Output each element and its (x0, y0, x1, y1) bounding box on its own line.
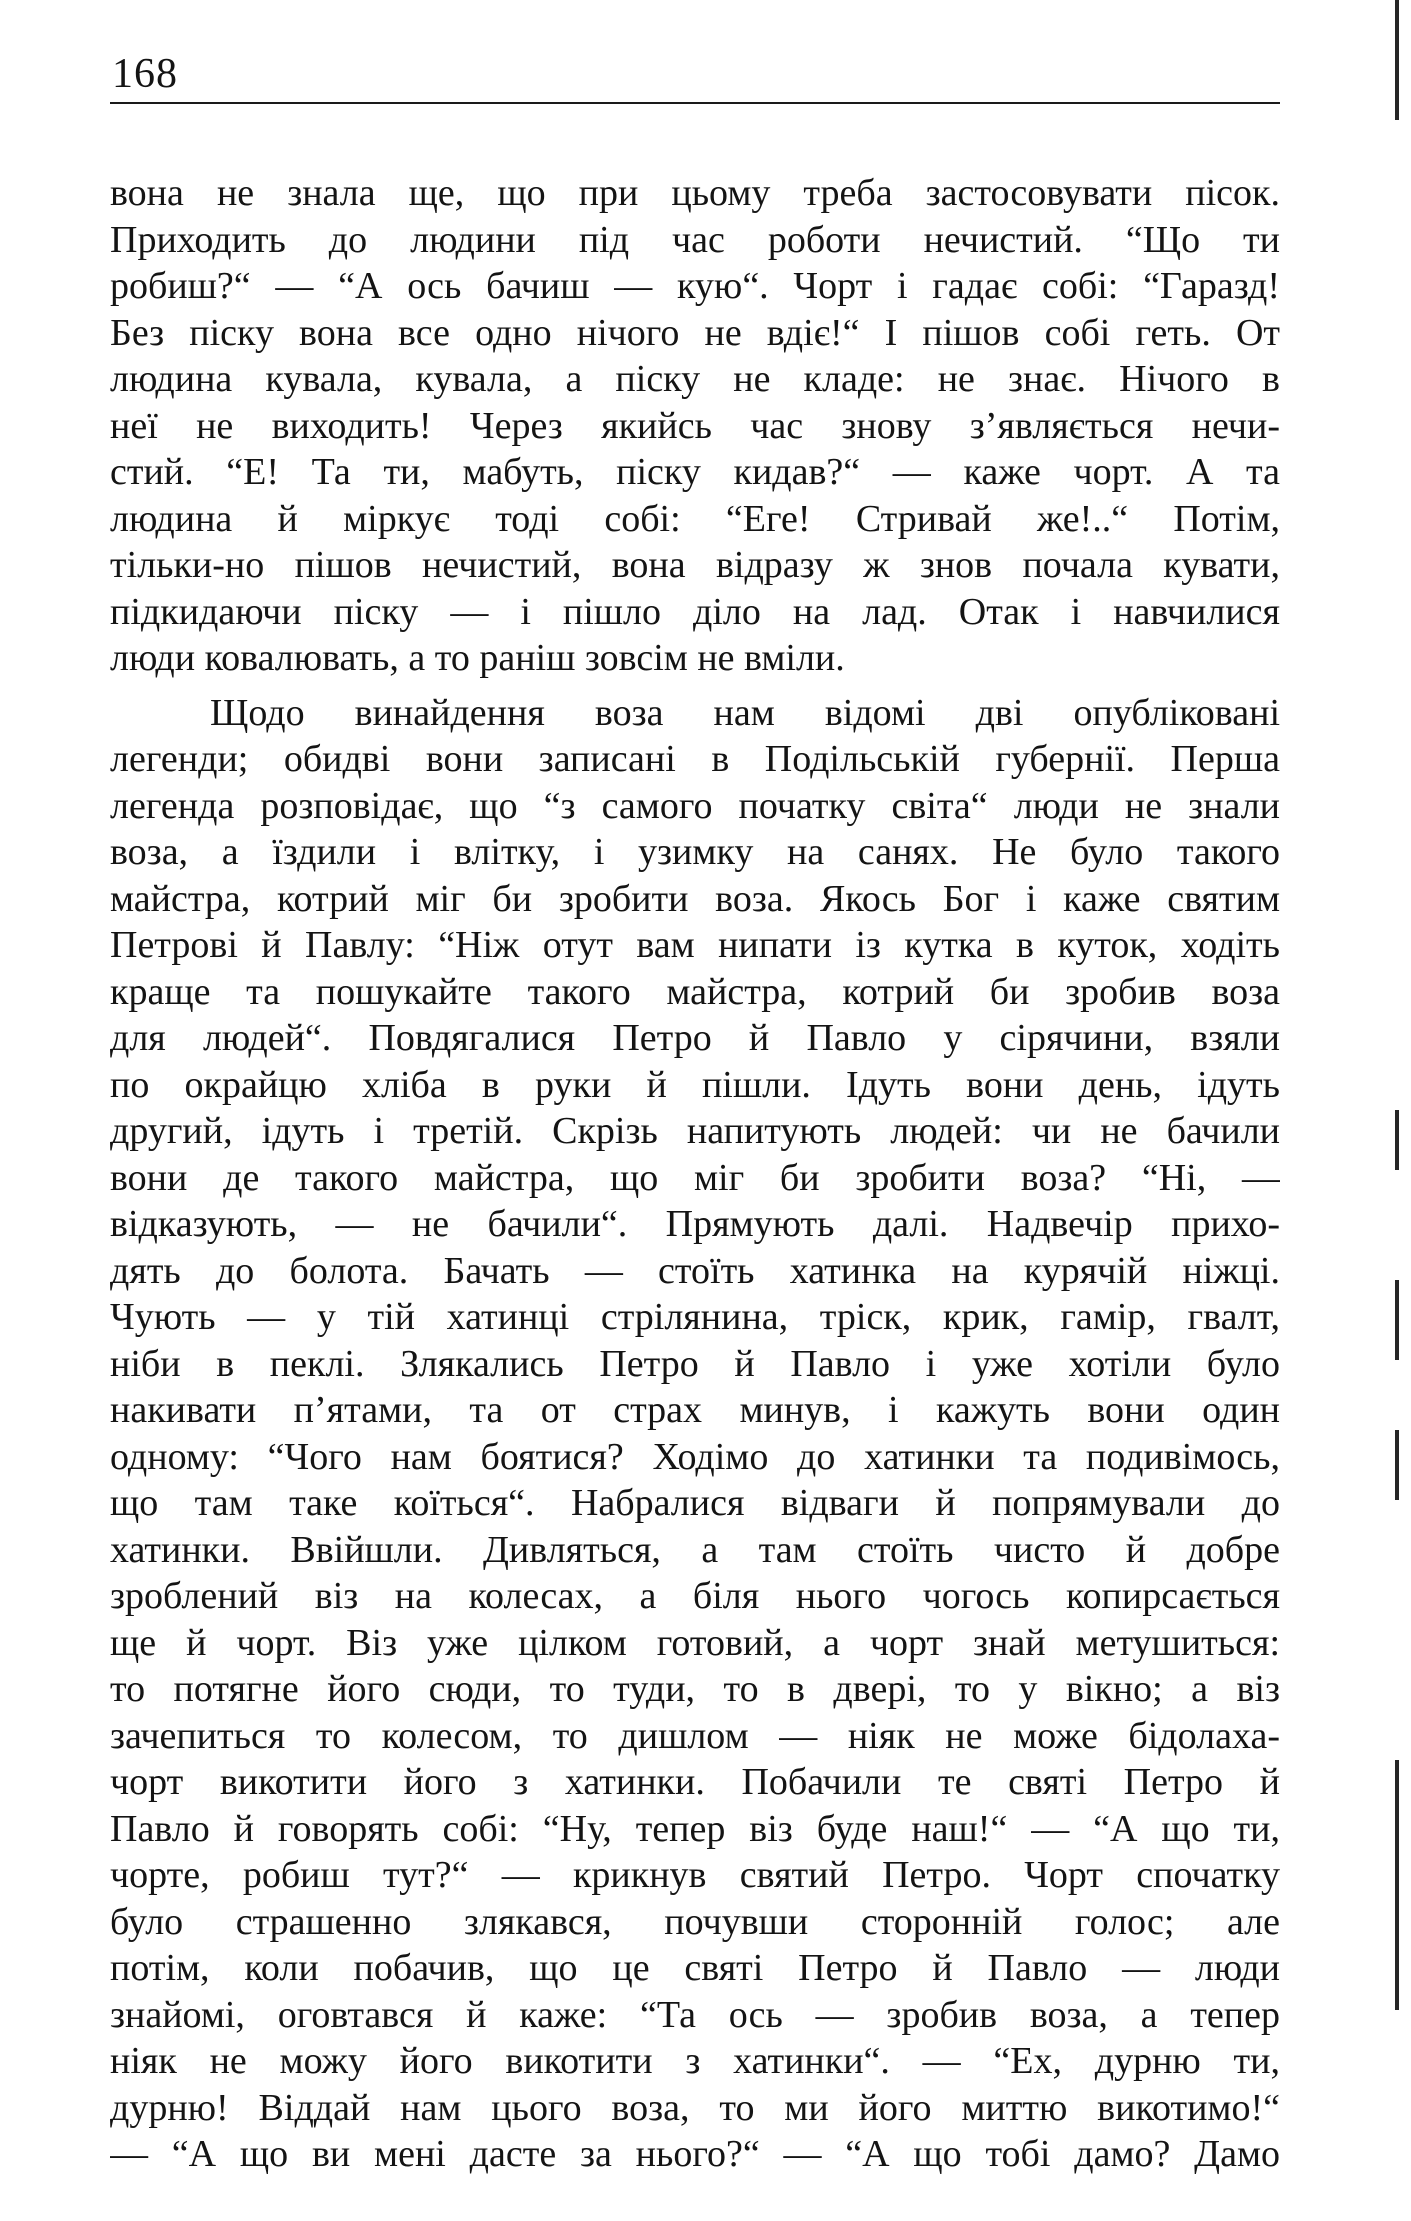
text-line: ще й чорт. Віз уже цілком готовий, а чорт знай метушиться: (110, 1621, 1280, 1664)
text-line: майстра, котрий міг би зробити воза. Якось Бог і каже святим (110, 877, 1280, 920)
text-line: відказують, — не бачили“. Прямують далі. Надвечір прихо- (110, 1203, 1280, 1245)
text-line: людина й міркує тоді собі: “Еге! Стривай же!..“ Потім, (110, 497, 1280, 540)
text-line: Чують — у тій хатинці стрілянина, тріск, крик, гамір, гвалт, (110, 1296, 1280, 1338)
text-line: накивати п’ятами, та от страх минув, і кажуть вони один (110, 1389, 1280, 1431)
text-line: робиш?“ — “А ось бачиш — кую“. Чорт і гадає собі: “Гаразд! (110, 265, 1280, 307)
text-line: одному: “Чого нам боятися? Ходімо до хатинки та подивімось, (110, 1435, 1280, 1478)
text-line: легенда розповідає, що “з самого початку світа“ люди не знали (110, 784, 1280, 827)
text-line: хатинки. Ввійшли. Дивляться, а там стоїть чисто й добре (110, 1528, 1280, 1571)
text-line: Приходить до людини під час роботи нечистий. “Що ти (110, 218, 1280, 261)
text-line: — “А що ви мені дасте за нього?“ — “А що тобі дамо? Дамо (110, 2133, 1280, 2175)
scan-edge-shadow (1395, 0, 1399, 2221)
text-line: Петрові й Павлу: “Ніж отут вам нипати із кутка в куток, ходіть (110, 924, 1280, 966)
body-text (110, 170, 1280, 2186)
text-line: для людей“. Повдягалися Петро й Павло у сірячини, взяли (110, 1017, 1280, 1059)
text-line: краще та пошукайте такого майстра, котрий би зробив воза (110, 970, 1280, 1013)
header-rule (110, 102, 1280, 104)
text-line: людина кувала, кувала, а піску не кладе: не знає. Нічого в (110, 358, 1280, 400)
text-line: по окрайцю хліба в руки й пішли. Ідуть вони день, ідуть (110, 1063, 1280, 1106)
page-number: 168 (112, 51, 178, 97)
text-line: підкидаючи піску — і пішло діло на лад. Отак і навчилися (110, 590, 1280, 633)
text-line: вона не знала ще, що при цьому треба застосовувати пісок. (110, 172, 1280, 214)
text-line: Щодо винайдення воза нам відомі дві опубліковані (210, 691, 1280, 734)
text-line: неї не виходить! Через якийсь час знову з’являється нечи- (110, 404, 1280, 447)
text-line: чорт викотити його з хатинки. Побачили те святі Петро й (110, 1761, 1280, 1803)
text-line: ніби в пеклі. Злякались Петро й Павло і уже хотіли було (110, 1342, 1280, 1385)
text-line: дурню! Віддай нам цього воза, то ми його миттю викотимо!“ (110, 2086, 1280, 2129)
text-line: знайомі, оговтався й каже: “Та ось — зробив воза, а тепер (110, 1993, 1280, 2036)
paragraph-2 (110, 690, 1280, 2178)
text-line: зачепиться то колесом, то дишлом — ніяк не може бідолаха- (110, 1714, 1280, 1757)
text-line: воза, а їздили і влітку, і узимку на санях. Не було такого (110, 831, 1280, 873)
text-line: потім, коли побачив, що це святі Петро й Павло — люди (110, 1947, 1280, 1989)
text-line: вони де такого майстра, що міг би зробити воза? “Ні, — (110, 1156, 1280, 1199)
text-line: Павло й говорять собі: “Ну, тепер віз буде наш!“ — “А що ти, (110, 1807, 1280, 1850)
text-line: що там таке коїться“. Набралися відваги й попрямували до (110, 1482, 1280, 1524)
text-line: було страшенно злякався, почувши сторонній голос; але (110, 1900, 1280, 1943)
text-line: тільки-но пішов нечистий, вона відразу ж знов почала кувати, (110, 544, 1280, 586)
text-line: Без піску вона все одно нічого не вдіє!“ І пішов собі геть. От (110, 311, 1280, 354)
text-line: дять до болота. Бачать — стоїть хатинка на курячій ніжці. (110, 1249, 1280, 1292)
text-line: стий. “Е! Та ти, мабуть, піску кидав?“ — каже чорт. А та (110, 451, 1280, 493)
text-line: ніяк не можу його викотити з хатинки“. — “Ех, дурню ти, (110, 2040, 1280, 2082)
text-line: то потягне його сюди, то туди, то в двері, то у вікно; а віз (110, 1668, 1280, 1710)
text-line: зроблений віз на колесах, а біля нього чогось копирсається (110, 1575, 1280, 1617)
text-line: легенди; обидві вони записані в Подільській губернії. Перша (110, 738, 1280, 780)
paragraph-1 (110, 170, 1280, 682)
text-line: люди ковалювать, а то раніш зовсім не вміли. (110, 637, 845, 679)
text-line: чорте, робиш тут?“ — крикнув святий Петро. Чорт спочатку (110, 1854, 1280, 1896)
text-line: другий, ідуть і третій. Скрізь напитують людей: чи не бачили (110, 1110, 1280, 1152)
